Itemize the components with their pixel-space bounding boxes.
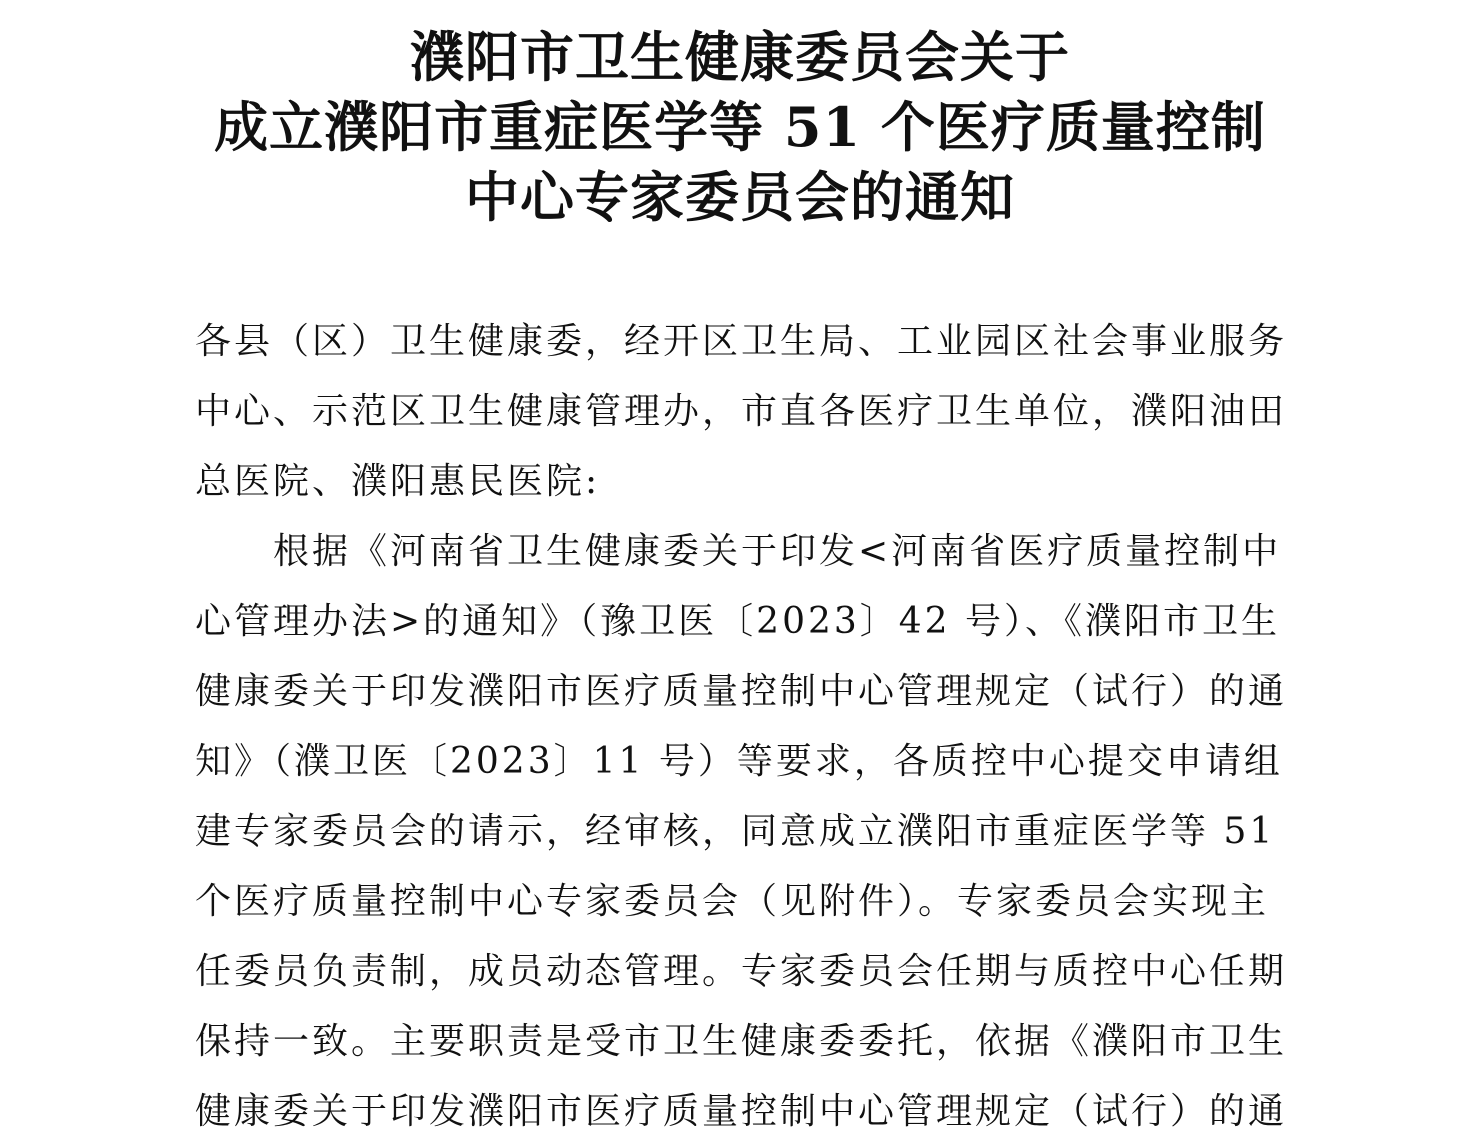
document-title <box>0 22 1480 232</box>
paragraph-line-6: 个医疗质量控制中心专家委员会（见附件）。专家委员会实现主 <box>195 881 1270 922</box>
paragraph-line-8: 保持一致。主要职责是受市卫生健康委委托，依据《濮阳市卫生 <box>195 1021 1288 1062</box>
paragraph-line-3: 健康委关于印发濮阳市医疗质量控制中心管理规定（试行）的通 <box>195 671 1288 712</box>
addressee-line-2: 中心、示范区卫生健康管理办，市直各医疗卫生单位，濮阳油田 <box>195 391 1288 432</box>
title-line-2: 成立濮阳市重症医学等 51 个医疗质量控制 <box>214 95 1266 159</box>
paragraph-line-5: 建专家委员会的请示，经审核，同意成立濮阳市重症医学等 51 <box>195 811 1276 852</box>
title-line-3: 中心专家委员会的通知 <box>465 165 1015 229</box>
paragraph-line-7: 任委员负责制，成员动态管理。专家委员会任期与质控中心任期 <box>195 951 1288 992</box>
document-body <box>195 307 1295 1147</box>
title-line-1: 濮阳市卫生健康委员会关于 <box>410 25 1070 89</box>
paragraph-line-1: 根据《河南省卫生健康委关于印发<河南省医疗质量控制中 <box>273 531 1282 572</box>
paragraph-line-9: 健康委关于印发濮阳市医疗质量控制中心管理规定（试行）的通 <box>195 1091 1288 1132</box>
addressee-line-3: 总医院、濮阳惠民医院: <box>195 461 601 502</box>
paragraph-line-4: 知》（濮卫医〔2023〕11 号）等要求，各质控中心提交申请组 <box>195 741 1283 782</box>
paragraph-line-2: 心管理办法>的通知》（豫卫医〔2023〕42 号）、《濮阳市卫生 <box>195 601 1281 642</box>
addressee-line-1: 各县（区）卫生健康委，经开区卫生局、工业园区社会事业服务 <box>195 321 1288 362</box>
